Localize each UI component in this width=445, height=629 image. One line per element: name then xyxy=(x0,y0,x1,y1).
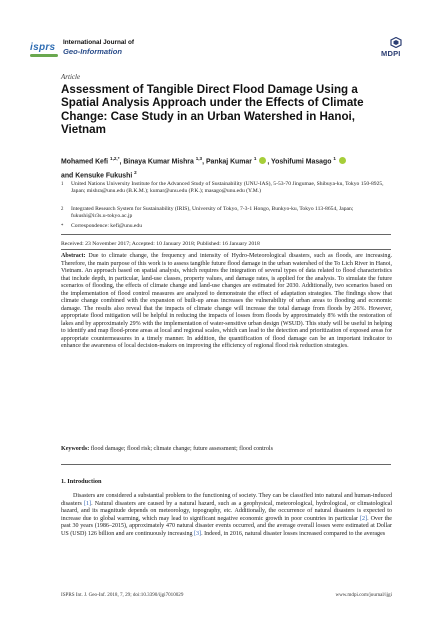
author-conjunction: and xyxy=(61,171,74,179)
affiliation-text: Integrated Research System for Sustainability (IRIS), University of Tokyo, 7-3-1 Hongo, Bunkyo-ku, Tokyo 113-8654, Japan; fukushi@ir3s.u-tokyo.ac.jp xyxy=(71,206,354,220)
body-text: Disasters are considered a substantial problem to the functioning of society. They can be classified into natural and human-induced disasters xyxy=(61,493,392,507)
author-name: Kensuke Fukushi xyxy=(75,171,133,179)
body-text: . Natural disasters are caused by a natural hazard, such as a geophysical, meteorological, hydrological, or climatological hazard, and its magnitude depends on meteorology, topography, etc. Additionally, the occurrence of natural disasters is expected to increase due to global warming, which may lead to significant negative economic growth in poor countries in particular xyxy=(61,500,393,522)
citation-link[interactable]: [2] xyxy=(360,515,368,522)
author-affiliation-sup: 2 xyxy=(134,169,137,175)
affiliation-text: United Nations University Institute for the Advanced Study of Sustainability (UNU-IAS), 5-53-70 Jingumae, Shibuya-ku, Tokyo 150-8925, Japan; mishra@unu.edu (B.K.M.); kumar@unu.edu (P.K.); masago@unu.edu (Y.M.) xyxy=(71,181,384,195)
author-name: Binaya Kumar Mishra xyxy=(123,158,194,166)
divider xyxy=(61,249,391,250)
author-affiliation-sup: 1,2, xyxy=(110,156,118,161)
isprs-swoosh-icon xyxy=(30,54,58,57)
journal-name-line2: Geo-Information xyxy=(63,47,123,56)
divider xyxy=(61,234,391,235)
journal-name-line1: International Journal of xyxy=(63,39,135,46)
author-affiliation-sup: 1 xyxy=(333,156,336,161)
affiliation-number: 1 xyxy=(61,182,64,187)
citation-link[interactable]: [1] xyxy=(84,500,92,507)
mdpi-logo xyxy=(381,37,411,61)
body-text: . Indeed, in 2016, natural disaster losses increased compared to the averages xyxy=(201,530,386,537)
abstract-text: Due to climate change, the frequency and intensity of Hydro-Meteorological disasters, such as floods, are increasing. Therefore, the main purpose of this work is to assess tangible future flood damage in the urban watershed of the To Lich River in Hanoi, Vietnam. An approach based on spatial analysis, which requires the integration of several types of data related to flood characteristics that include depth, in particular, land-use classes, property values, and damage rates, is applied for the analysis. To simulate the future scenarios of flooding, the effects of climate change and land-use changes are estimated for 2030. Additionally, two scenarios based on the implementation of flood control measures are analyzed to demonstrate the effect of adaptation strategies. The findings show that climate change combined with the expansion of built-up areas increases the vulnerability of urban areas to flooding and economic damage. The results also reveal that the impacts of climate change will increase the total damage from floods by 26%. However, appropriate flood mitigation will be helpful in reducing the impacts of losses from floods by approximately 8% with the restoration of lakes and by approximately 29% with the implementation of water-sensitive urban design (WSUD). This study will be useful in helping to identify and map flood-prone areas at local and regional scales, which can lead to the detection and prioritization of exposed areas for appropriate countermeasures in a timely manner. In addition, the quantification of flood damage can be an important indicator to enhance the awareness of local decision-makers on improving the efficiency of regional flood risk reduction strategies. xyxy=(61,253,392,349)
affiliation-number: * xyxy=(61,224,64,229)
keywords xyxy=(61,446,392,454)
correspondence-text: Correspondence: kefi@unu.edu xyxy=(71,223,143,229)
publication-dates: Received: 23 November 2017; Accepted: 10 January 2018; Published: 16 January 2018 xyxy=(61,241,260,247)
author-name: Pankaj Kumar xyxy=(205,158,252,166)
corresponding-mark: * xyxy=(117,156,120,161)
author-affiliation-sup: 1,3 xyxy=(195,156,203,161)
orcid-icon[interactable] xyxy=(259,157,266,164)
body-text: . Over the past 30 years (1986–2015), approximately 470 natural disaster events occurred, and the average overall losses were estimated at Dollar US (USD) 126 billion and are continuously increasing xyxy=(61,515,392,537)
keywords-label: Keywords: xyxy=(61,446,90,452)
author-name: Yoshifumi Masago xyxy=(271,158,332,166)
article-type: Article xyxy=(61,73,81,81)
footer-citation: ISPRS Int. J. Geo-Inf. 2018, 7, 29; doi:10.3390/ijgi7010029 xyxy=(61,592,184,598)
section-heading: 1. Introduction xyxy=(61,478,102,485)
abstract xyxy=(61,253,392,351)
author-list: Mohamed Kefi $^{1,2,*}$, Binaya Kumar Mishra $^{1,3}$, Pankaj Kumar $^1$ , Yoshifumi Masago $^1$ and Kensuke Fukushi $^2$ xyxy=(61,154,391,181)
introduction-paragraph xyxy=(61,493,392,539)
isprs-logo-text: isprs xyxy=(30,42,56,53)
correspondence xyxy=(61,223,391,230)
footer-journal-url[interactable]: www.mdpi.com/journal/ijgi xyxy=(335,592,392,598)
affiliation-number: 2 xyxy=(61,207,64,212)
divider xyxy=(61,464,391,465)
keywords-text: flood damage; flood risk; climate change; future assessment; flood controls xyxy=(90,446,273,452)
citation-link[interactable]: [3] xyxy=(194,530,202,537)
author-affiliation-sup: 1 xyxy=(253,156,257,161)
affiliation-1 xyxy=(61,181,391,196)
affiliation-2 xyxy=(61,206,391,221)
mdpi-logo-text: MDPI xyxy=(381,49,401,58)
abstract-label: Abstract: xyxy=(61,253,86,259)
mdpi-hexagon-icon xyxy=(390,37,402,48)
orcid-icon[interactable] xyxy=(339,157,346,164)
paper-title: Assessment of Tangible Direct Flood Damage Using a Spatial Analysis Approach under the Effects of Climate Change: Case Study in an Urban Watershed in Hanoi, Vietnam xyxy=(61,83,364,137)
author-name: Mohamed Kefi xyxy=(61,158,109,166)
journal-logo xyxy=(30,38,160,60)
